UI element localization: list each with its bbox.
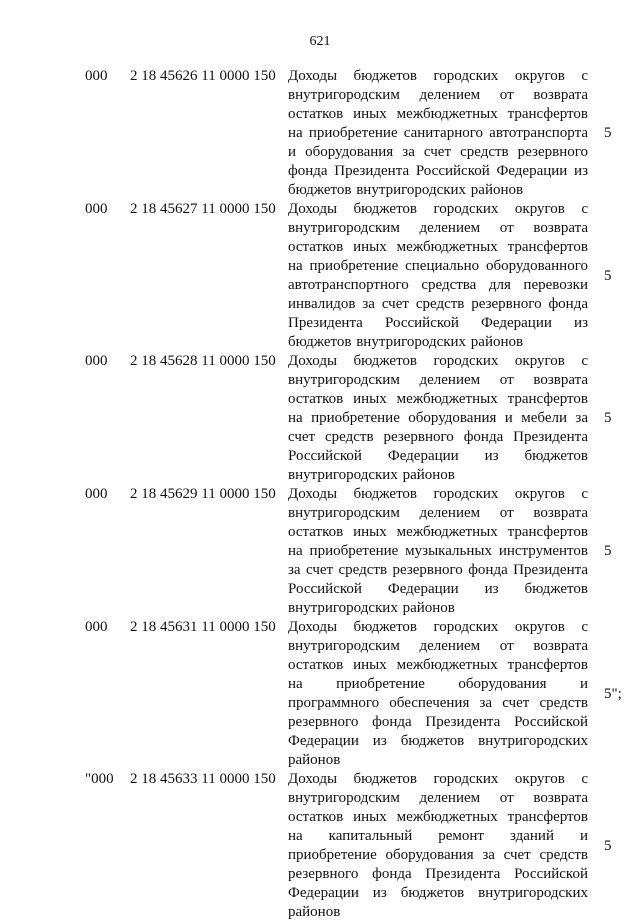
- administrator-code: 000: [85, 68, 108, 84]
- revenue-description: Доходы бюджетов городских округов с внутригородским делением от возврата остатков иных межбюджетных трансфертов на приобретение музыкальных инструментов за счет средств резервного фонда Президента Российской Федерации из бюджетов внутригородских районов: [288, 486, 588, 616]
- table-row: [0, 618, 640, 770]
- revenue-description: Доходы бюджетов городских округов с внутригородским делением от возврата остатков иных межбюджетных трансфертов на приобретение специально оборудованного автотранспортного средства для перевозки инвалидов за счет средств резервного фонда Президента Российской Федерации из бюджетов внутригородских районов: [288, 201, 588, 350]
- budget-classification-code: 2 18 45631 11 0000 150: [130, 619, 276, 635]
- budget-classification-code: 2 18 45629 11 0000 150: [130, 486, 276, 502]
- budget-classification-code: 2 18 45628 11 0000 150: [130, 353, 276, 369]
- budget-classification-code: 2 18 45627 11 0000 150: [130, 201, 276, 217]
- administrator-code: 000: [85, 486, 108, 502]
- administrator-code: 000: [85, 619, 108, 635]
- distribution-norm: 5: [604, 837, 612, 854]
- administrator-code: 000: [85, 353, 108, 369]
- distribution-norm: 5: [604, 543, 612, 559]
- table-row: [0, 352, 640, 485]
- revenue-description: Доходы бюджетов городских округов с внутригородским делением от возврата остатков иных межбюджетных трансфертов на капитальный ремонт зданий и приобретение оборудования за счет средств резервного фонда Президента Российской Федерации из бюджетов внутригородских районов: [288, 771, 588, 920]
- revenue-description: Доходы бюджетов городских округов с внутригородским делением от возврата остатков иных межбюджетных трансфертов на приобретение санитарного автотранспорта и оборудования за счет средств резервного фонда Президента Российской Федерации из бюджетов внутригородских районов: [288, 68, 588, 198]
- administrator-code: "000: [85, 771, 114, 787]
- revenue-codes-table: [0, 67, 640, 922]
- table-row: [0, 485, 640, 618]
- administrator-code: 000: [85, 201, 108, 217]
- revenue-description: Доходы бюджетов городских округов с внутригородским делением от возврата остатков иных межбюджетных трансфертов на приобретение оборудования и программного обеспечения за счет средств резервного фонда Президента Российской Федерации из бюджетов внутригородских районов: [288, 619, 588, 768]
- table-row: [0, 200, 640, 352]
- budget-classification-code: 2 18 45626 11 0000 150: [130, 68, 276, 84]
- table-row: [0, 67, 640, 200]
- distribution-norm: 5";: [604, 685, 622, 702]
- budget-classification-code: 2 18 45633 11 0000 150: [130, 771, 276, 787]
- table-row: [0, 770, 640, 922]
- distribution-norm: 5: [604, 267, 612, 284]
- revenue-description: Доходы бюджетов городских округов с внутригородским делением от возврата остатков иных межбюджетных трансфертов на приобретение оборудования и мебели за счет средств резервного фонда Президента Российской Федерации из бюджетов внутригородских районов: [288, 353, 588, 483]
- distribution-norm: 5: [604, 125, 612, 141]
- distribution-norm: 5: [604, 410, 612, 426]
- page-number: 621: [309, 34, 331, 49]
